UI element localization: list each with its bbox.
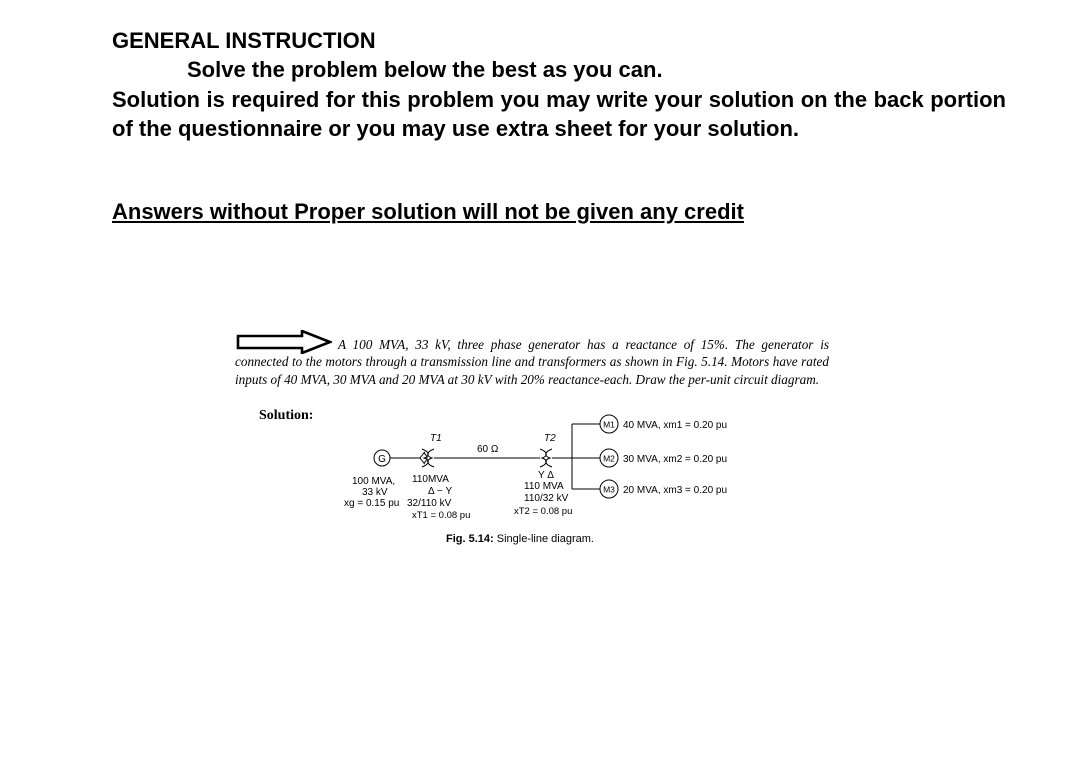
generator-voltage: 33 kV bbox=[362, 487, 388, 498]
instruction-paragraph: Solution is required for this problem you may write your solution on the back portion of the questionnaire or you may use extra sheet for your solution. bbox=[112, 87, 1006, 141]
motor-m2-symbol-label: M2 bbox=[603, 453, 615, 464]
figure-caption bbox=[446, 533, 594, 545]
t1-connection: Δ − Y bbox=[428, 486, 453, 497]
motor-m1-symbol-label: M1 bbox=[603, 419, 615, 430]
t1-voltage: 32/110 kV bbox=[407, 498, 452, 509]
t2-voltage: 110/32 kV bbox=[524, 493, 569, 504]
problem-statement: A 100 MVA, 33 kV, three phase generator has a reactance of 15%. The generator is connected to the motors through a transmission line and transformers as shown in Fig. 5.14. Motors have rated inputs of 40 MVA, 30 MVA and 20 MVA at 30 kV with 20% reactance-each. Draw the per-unit circuit diagram. bbox=[235, 337, 829, 387]
transformer-t2-symbol bbox=[540, 449, 546, 467]
t2-label: T2 bbox=[544, 433, 556, 444]
t1-label: T1 bbox=[430, 433, 442, 444]
t2-reactance: xT2 = 0.08 pu bbox=[514, 506, 573, 517]
generator-symbol-label: G bbox=[378, 454, 386, 465]
t1-reactance: xT1 = 0.08 pu bbox=[412, 510, 471, 521]
t1-rating: 110MVA bbox=[412, 474, 449, 485]
credit-warning: Answers without Proper solution will not be given any credit bbox=[112, 199, 744, 224]
instruction-line: Solve the problem below the best as you can. bbox=[187, 57, 663, 82]
motor-m3-label: 20 MVA, xm3 = 0.20 pu bbox=[623, 485, 728, 496]
t2-connection: Y Δ bbox=[538, 470, 554, 481]
motor-m2-label: 30 MVA, xm2 = 0.20 pu bbox=[623, 454, 728, 465]
line-impedance: 60 Ω bbox=[477, 444, 499, 455]
generator-reactance: xg = 0.15 pu bbox=[344, 498, 400, 509]
motor-m3-symbol-label: M3 bbox=[603, 484, 615, 495]
figure-label: Fig. 5.14: bbox=[446, 533, 494, 545]
t2-rating: 110 MVA bbox=[524, 481, 564, 492]
generator-rating: 100 MVA, bbox=[352, 476, 396, 487]
motor-m1-label: 40 MVA, xm1 = 0.20 pu bbox=[623, 420, 728, 431]
general-instruction-title: GENERAL INSTRUCTION bbox=[112, 28, 376, 53]
transformer-t1-symbol bbox=[420, 449, 428, 467]
figure-caption-text: Single-line diagram. bbox=[496, 533, 594, 545]
solution-label: Solution: bbox=[259, 408, 314, 423]
